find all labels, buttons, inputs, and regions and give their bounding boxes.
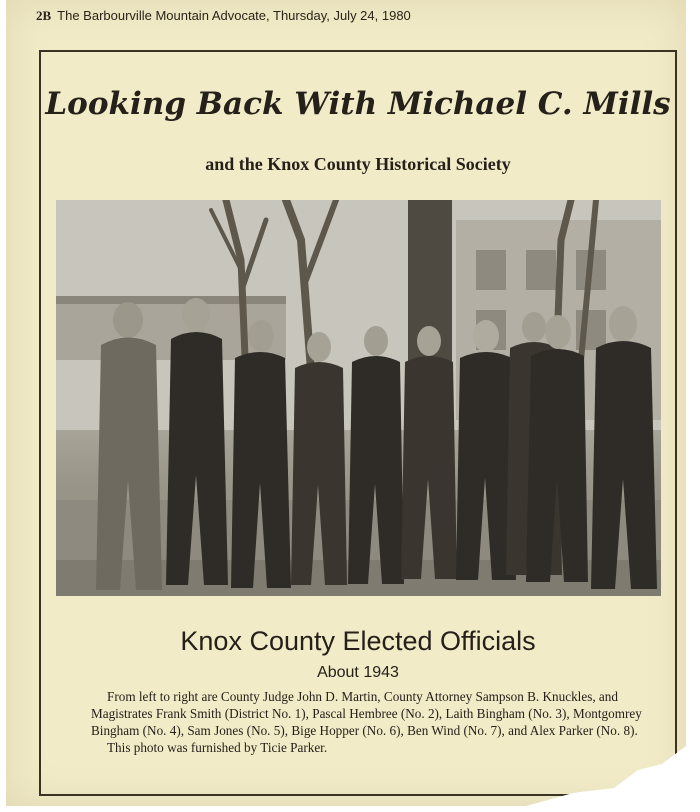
group-photo <box>56 200 661 596</box>
article-box <box>39 50 677 796</box>
publication-line: The Barbourville Mountain Advocate, Thursday, July 24, 1980 <box>57 8 411 23</box>
article-title: Looking Back With Michael C. Mills <box>45 86 671 122</box>
photo-illustration <box>56 200 661 596</box>
caption-text: From left to right are County Judge John D. Martin, County Attorney Sampson B. Knuckles, and Magistrates Frank Smith (District No. 1), Pascal Hembree (No. 2), Laith Bingham (No. 3), Montgomrey Bingham (No. 4), Sam Jones (No. 5), Bige Hopper (No. 6), Ben Wind (No. 7), and Alex Parker (No. 8). <box>91 689 642 738</box>
caption-body <box>91 688 651 756</box>
page-header <box>36 8 411 24</box>
caption-title: Knox County Elected Officials <box>180 626 536 656</box>
photo-credit: This photo was furnished by Ticie Parker. <box>107 740 328 755</box>
page-number: 2B <box>36 8 52 23</box>
article-subtitle: and the Knox County Historical Society <box>205 154 511 174</box>
caption-date: About 1943 <box>317 664 399 681</box>
newspaper-clipping <box>6 0 686 806</box>
